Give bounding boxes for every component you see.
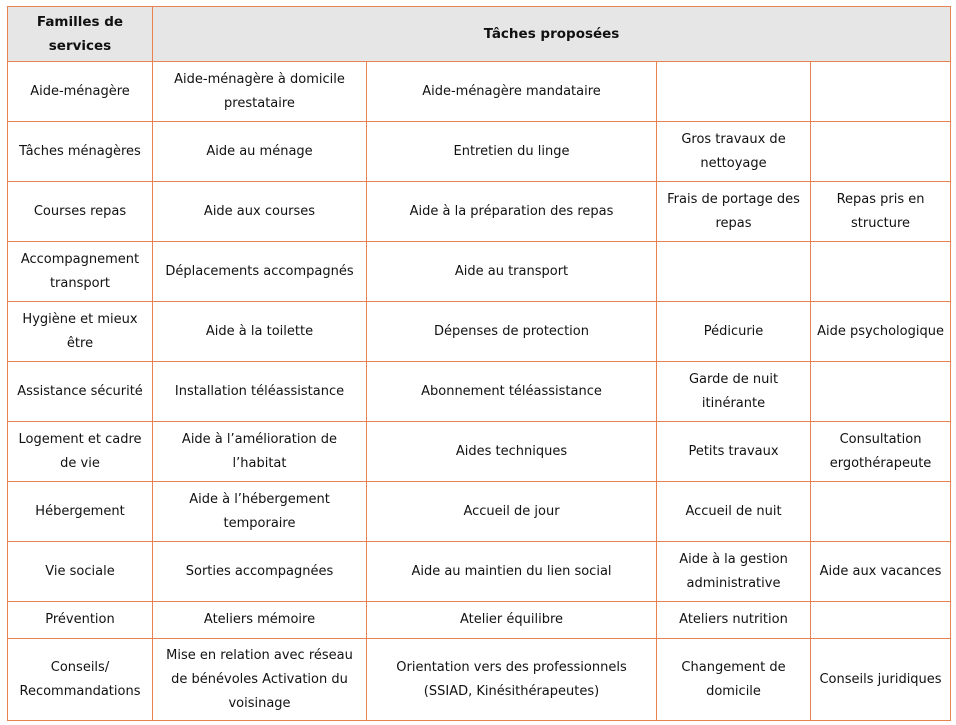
task-cell [811, 362, 951, 422]
task-cell: Aide à la toilette [153, 302, 367, 362]
task-cell: Aide psychologique [811, 302, 951, 362]
family-cell: Accompagnement transport [8, 242, 153, 302]
task-cell: Aide au maintien du lien social [367, 542, 657, 602]
task-cell: Conseils juridiques [811, 639, 951, 721]
family-cell: Prévention [8, 602, 153, 639]
task-cell: Garde de nuit itinérante [657, 362, 811, 422]
table-row [8, 602, 951, 639]
task-cell: Pédicurie [657, 302, 811, 362]
table-row [8, 362, 951, 422]
table-row [8, 482, 951, 542]
task-cell: Frais de portage des repas [657, 182, 811, 242]
table-row [8, 242, 951, 302]
table-row [8, 122, 951, 182]
task-cell: Abonnement téléassistance [367, 362, 657, 422]
family-cell: Tâches ménagères [8, 122, 153, 182]
task-cell: Aide à l’amélioration de l’habitat [153, 422, 367, 482]
family-cell: Assistance sécurité [8, 362, 153, 422]
task-cell: Petits travaux [657, 422, 811, 482]
task-cell: Accueil de jour [367, 482, 657, 542]
task-cell: Déplacements accompagnés [153, 242, 367, 302]
task-cell: Accueil de nuit [657, 482, 811, 542]
task-cell [811, 242, 951, 302]
task-cell: Aide aux vacances [811, 542, 951, 602]
task-cell: Aide-ménagère mandataire [367, 62, 657, 122]
task-cell: Aide à la préparation des repas [367, 182, 657, 242]
family-cell: Hébergement [8, 482, 153, 542]
task-cell: Dépenses de protection [367, 302, 657, 362]
task-cell: Changement de domicile [657, 639, 811, 721]
task-cell: Sorties accompagnées [153, 542, 367, 602]
family-cell: Logement et cadre de vie [8, 422, 153, 482]
table-row [8, 542, 951, 602]
task-cell: Atelier équilibre [367, 602, 657, 639]
task-cell: Orientation vers des professionnels (SSIAD, Kinésithérapeutes) [367, 639, 657, 721]
task-cell: Installation téléassistance [153, 362, 367, 422]
task-cell [811, 122, 951, 182]
family-cell: Hygiène et mieux être [8, 302, 153, 362]
family-cell: Aide-ménagère [8, 62, 153, 122]
task-cell: Ateliers mémoire [153, 602, 367, 639]
task-cell: Mise en relation avec réseau de bénévoles Activation du voisinage [153, 639, 367, 721]
task-cell: Aide à l’hébergement temporaire [153, 482, 367, 542]
header-tasks: Tâches proposées [153, 7, 951, 62]
header-families: Familles de services [8, 7, 153, 62]
family-cell: Courses repas [8, 182, 153, 242]
task-cell [657, 62, 811, 122]
task-cell [811, 602, 951, 639]
table-row [8, 302, 951, 362]
task-cell: Consultation ergothérapeute [811, 422, 951, 482]
task-cell: Aide au transport [367, 242, 657, 302]
family-cell: Conseils/ Recommandations [8, 639, 153, 721]
table-row [8, 62, 951, 122]
table-row [8, 639, 951, 721]
task-cell: Entretien du linge [367, 122, 657, 182]
table-row [8, 182, 951, 242]
services-table [7, 6, 951, 721]
task-cell: Aide au ménage [153, 122, 367, 182]
task-cell [811, 482, 951, 542]
task-cell: Aides techniques [367, 422, 657, 482]
task-cell: Gros travaux de nettoyage [657, 122, 811, 182]
task-cell: Repas pris en structure [811, 182, 951, 242]
task-cell: Aide aux courses [153, 182, 367, 242]
task-cell [657, 242, 811, 302]
family-cell: Vie sociale [8, 542, 153, 602]
task-cell: Ateliers nutrition [657, 602, 811, 639]
task-cell: Aide à la gestion administrative [657, 542, 811, 602]
table-row [8, 422, 951, 482]
task-cell: Aide-ménagère à domicile prestataire [153, 62, 367, 122]
task-cell [811, 62, 951, 122]
table-header-row [8, 7, 951, 62]
